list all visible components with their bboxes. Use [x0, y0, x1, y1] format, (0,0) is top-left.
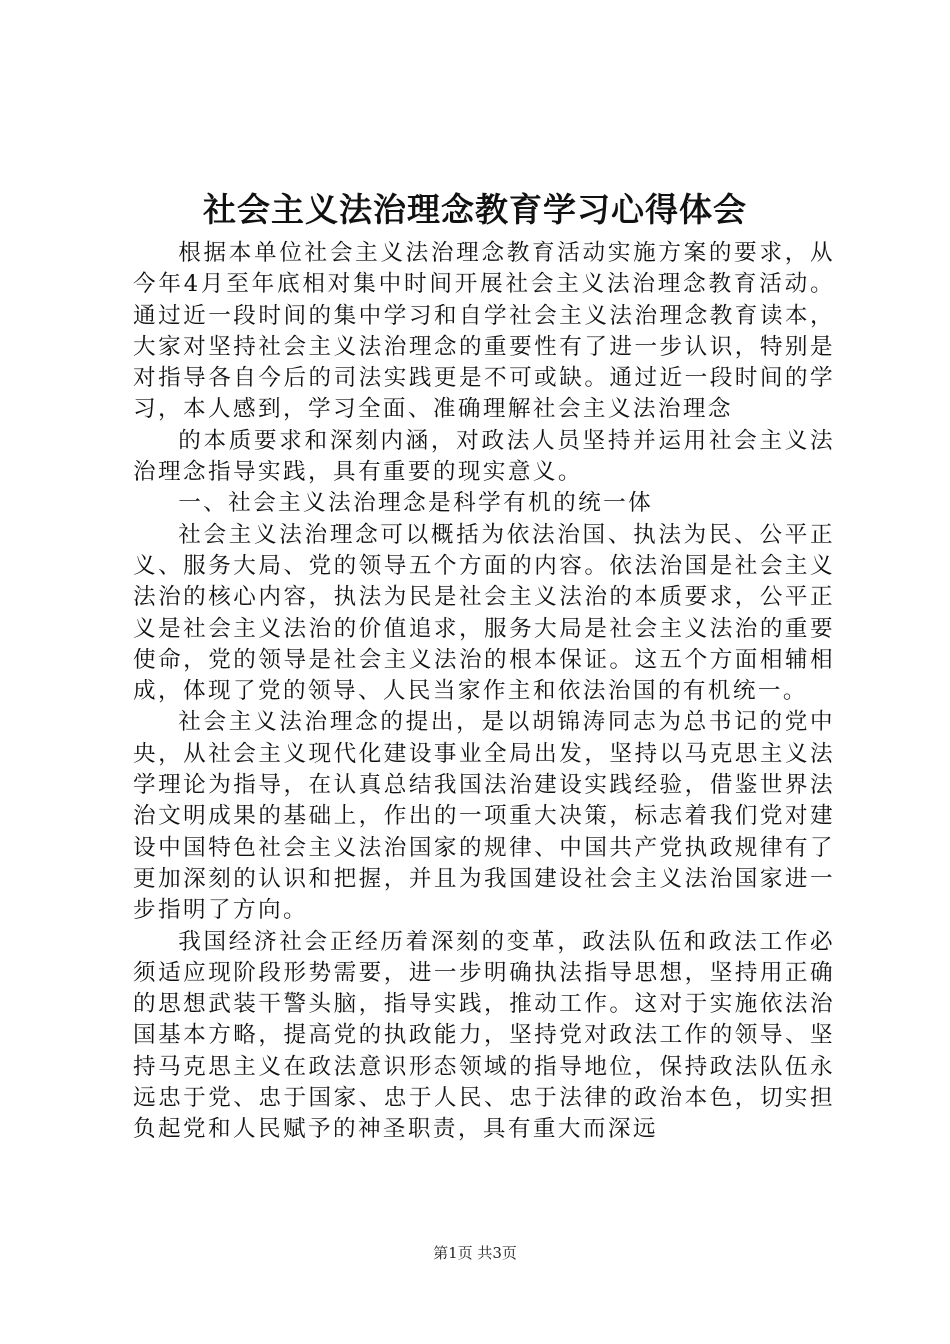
paragraph-proposal: 社会主义法治理念的提出，是以胡锦涛同志为总书记的党中央，从社会主义现代化建设事业全局出发，坚持以马克思主义法学理论为指导，在认真总结我国法治建设实践经验，借鉴世界法治文明成果的基础上，作出的一项重大决策，标志着我们党对建设中国特色社会主义法治国家的规律、中国共产党执政规律有了更加深刻的认识和把握，并且为我国建设社会主义法治国家进一步指明了方向。 [133, 709, 835, 924]
paragraph-intro-continued: 的本质要求和深刻内涵，对政法人员坚持并运用社会主义法治理念指导实践，具有重要的现实意义。 [133, 427, 835, 486]
page-footer: 第1页 共3页 [433, 1244, 517, 1262]
paragraph-five-aspects: 社会主义法治理念可以概括为依法治国、执法为民、公平正义、服务大局、党的领导五个方面的内容。依法治国是社会主义法治的核心内容，执法为民是社会主义法治的本质要求，公平正义是社会主义法治的价值追求，服务大局是社会主义法治的重要使命，党的领导是社会主义法治的根本保证。这五个方面相辅相成，体现了党的领导、人民当家作主和依法治国的有机统一。 [133, 521, 835, 705]
paragraph-intro: 根据本单位社会主义法治理念教育活动实施方案的要求，从今年4月至年底相对集中时间开展社会主义法治理念教育活动。通过近一段时间的集中学习和自学社会主义法治理念教育读本，大家对坚持社会主义法治理念的重要性有了进一步认识，特别是对指导各自今后的司法实践更是不可或缺。通过近一段时间的学习，本人感到，学习全面、准确理解社会主义法治理念 [133, 240, 835, 423]
section-heading-1: 一、社会主义法治理念是科学有机的统一体 [178, 490, 654, 517]
paragraph-transformation: 我国经济社会正经历着深刻的变革，政法队伍和政法工作必须适应现阶段形势需要，进一步明确执法指导思想，坚持用正确的思想武装干警头脑，指导实践，推动工作。这对于实施依法治国基本方略，提高党的执政能力，坚持党对政法工作的领导、坚持马克思主义在政法意识形态领域的指导地位，保持政法队伍永远忠于党、忠于国家、忠于人民、忠于法律的政治本色，切实担负起党和人民赋予的神圣职责，具有重大而深远 [133, 928, 835, 1143]
document-title: 社会主义法治理念教育学习心得体会 [203, 190, 747, 229]
document-body [133, 238, 835, 1146]
